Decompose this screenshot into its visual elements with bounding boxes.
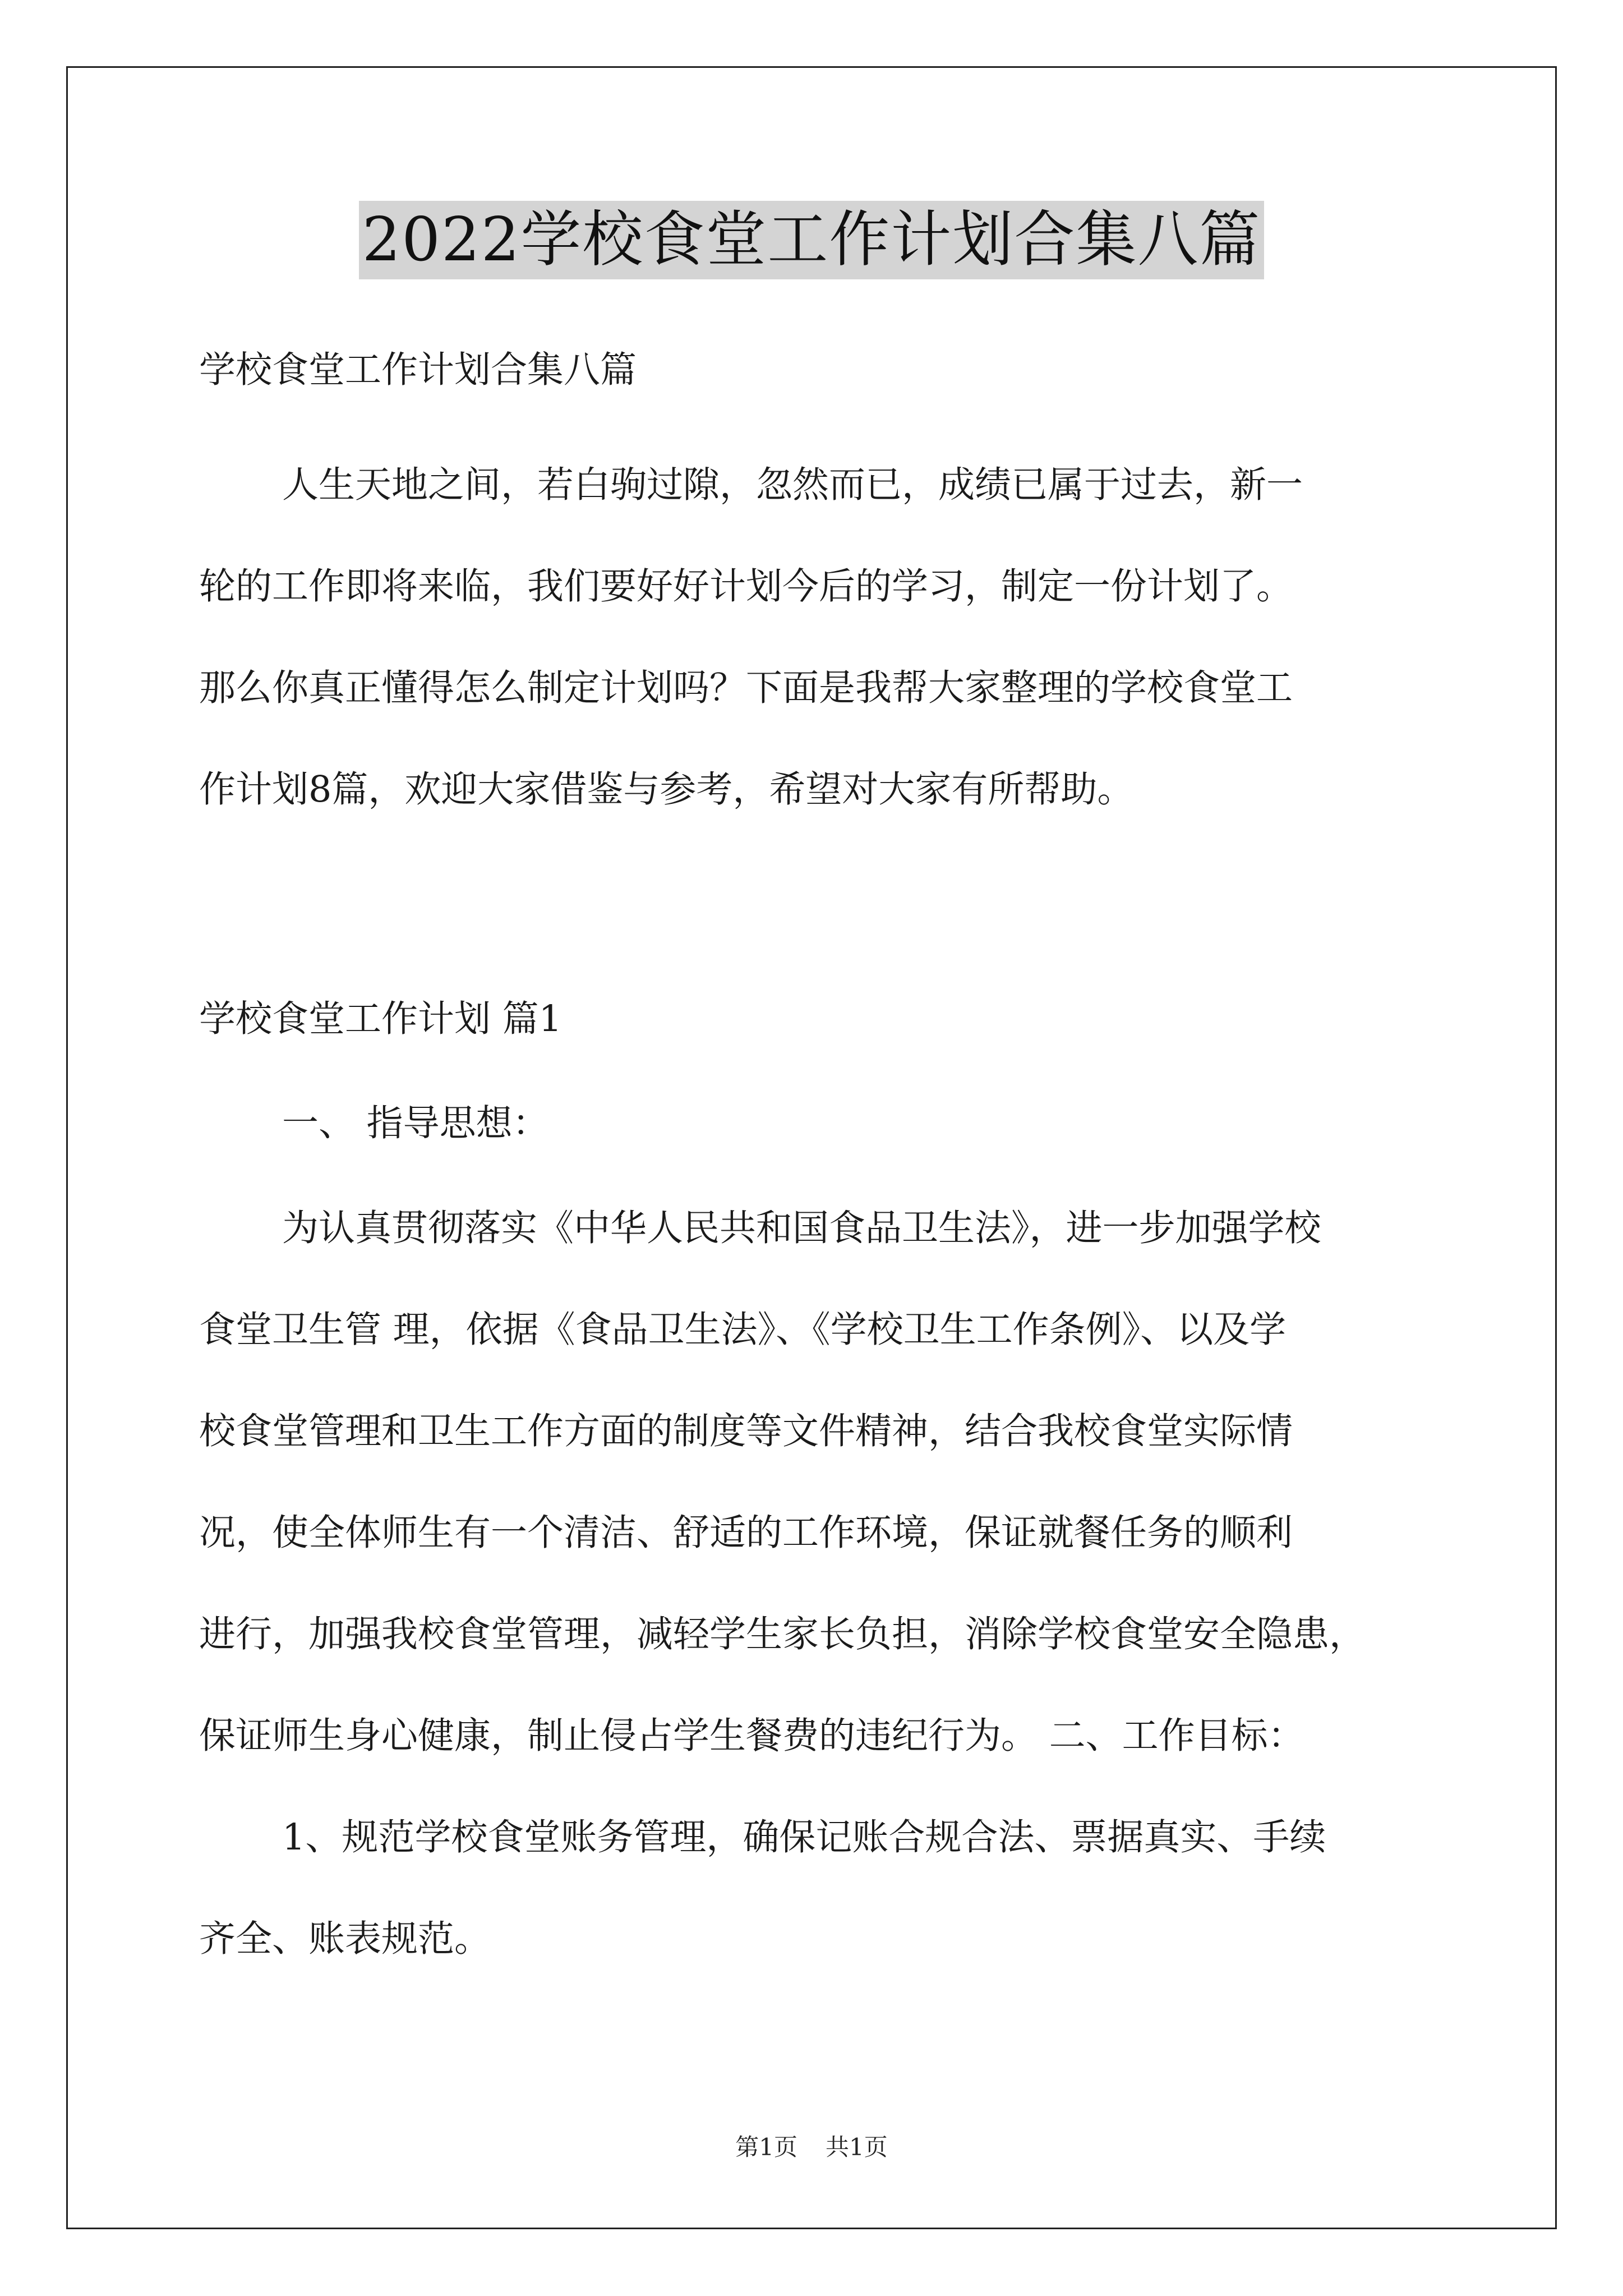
body-line-5: 进行，加强我校食堂管理，减轻学生家长负担，消除学校食堂安全隐患， [199, 1613, 1366, 1655]
intro-line-4: 作计划8篇，欢迎大家借鉴与参考，希望对大家有所帮助。 [199, 769, 1134, 811]
goal-line-1: 1、规范学校食堂账务管理，确保记账合规合法、票据真实、手续 [282, 1816, 1326, 1858]
body-line-6: 保证师生身心健康，制止侵占学生餐费的违纪行为。 二、工作目标： [199, 1715, 1304, 1757]
title-container [0, 201, 1623, 279]
page-number: 第1页 [735, 2133, 797, 2161]
intro-line-1: 人生天地之间，若白驹过隙，忽然而已，成绩已属于过去，新一 [282, 464, 1303, 506]
intro-line-3: 那么你真正懂得怎么制定计划吗？下面是我帮大家整理的学校食堂工 [199, 667, 1293, 709]
document-title: 2022学校食堂工作计划合集八篇 [359, 201, 1265, 279]
page-total: 共1页 [826, 2133, 888, 2161]
body-line-4: 况，使全体师生有一个清洁、舒适的工作环境，保证就餐任务的顺利 [199, 1512, 1293, 1554]
page-footer [0, 2131, 1623, 2164]
body-line-1: 为认真贯彻落实《中华人民共和国食品卫生法》，进一步加强学校 [282, 1207, 1321, 1249]
goal-line-2: 齐全、账表规范。 [199, 1918, 491, 1960]
body-line-2: 食堂卫生管 理，依据《食品卫生法》、《学校卫生工作条例》、以及学 [199, 1309, 1287, 1351]
intro-line-2: 轮的工作即将来临，我们要好好计划今后的学习，制定一份计划了。 [199, 565, 1293, 608]
guideline-heading: 一、 指导思想： [282, 1102, 549, 1144]
subtitle-line: 学校食堂工作计划合集八篇 [199, 349, 637, 391]
section-heading: 学校食堂工作计划 篇1 [199, 998, 562, 1040]
body-line-3: 校食堂管理和卫生工作方面的制度等文件精神，结合我校食堂实际情 [199, 1410, 1293, 1452]
